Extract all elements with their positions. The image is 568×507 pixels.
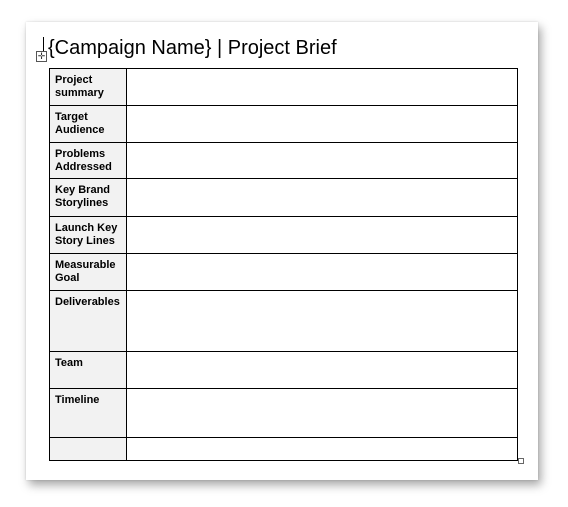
row-label-measurable-goal[interactable]: Measurable Goal (50, 254, 127, 291)
row-value-timeline[interactable] (127, 389, 518, 438)
row-label-timeline[interactable]: Timeline (50, 389, 127, 438)
row-label-team[interactable]: Team (50, 352, 127, 389)
row-label-problems-addressed[interactable]: Problems Addressed (50, 143, 127, 179)
table-row (50, 438, 518, 461)
row-value-empty[interactable] (127, 438, 518, 461)
table-row (50, 389, 518, 438)
row-value-team[interactable] (127, 352, 518, 389)
row-label-empty[interactable] (50, 438, 127, 461)
row-label-deliverables[interactable]: Deliverables (50, 291, 127, 352)
table-row (50, 143, 518, 179)
document-title[interactable]: {Campaign Name} | Project Brief (48, 37, 337, 59)
row-label-key-brand-storylines[interactable]: Key Brand Storylines (50, 179, 127, 217)
table-resize-handle-icon[interactable] (518, 458, 524, 464)
row-value-launch-key-story-lines[interactable] (127, 217, 518, 254)
row-label-target-audience[interactable]: Target Audience (50, 106, 127, 143)
table-row (50, 217, 518, 254)
table-row (50, 106, 518, 143)
row-value-deliverables[interactable] (127, 291, 518, 352)
table-row (50, 291, 518, 352)
row-value-project-summary[interactable] (127, 69, 518, 106)
row-value-key-brand-storylines[interactable] (127, 179, 518, 217)
project-brief-table (49, 68, 518, 461)
table-row (50, 352, 518, 389)
row-value-measurable-goal[interactable] (127, 254, 518, 291)
row-label-launch-key-story-lines[interactable]: Launch Key Story Lines (50, 217, 127, 254)
row-label-project-summary[interactable]: Project summary (50, 69, 127, 106)
table-row (50, 254, 518, 291)
table-row (50, 69, 518, 106)
row-value-problems-addressed[interactable] (127, 143, 518, 179)
table-row (50, 179, 518, 217)
row-value-target-audience[interactable] (127, 106, 518, 143)
table-move-handle-icon[interactable]: ✛ (37, 51, 46, 61)
